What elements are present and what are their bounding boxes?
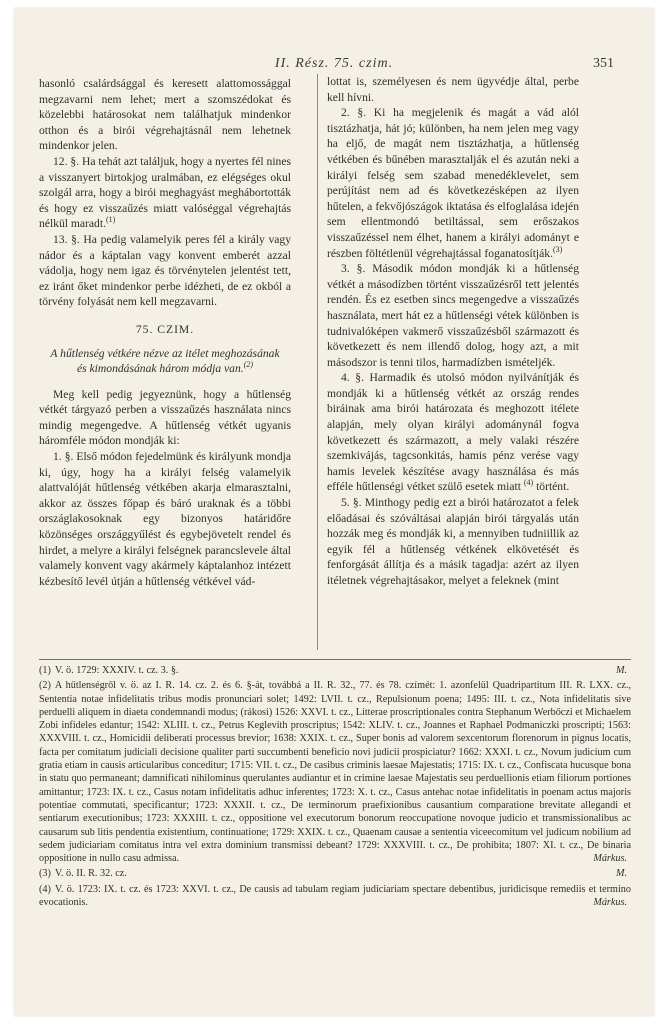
paragraph: 13. §. Ha pedig valamelyik peres fél a király vagy nádor és a káptalan vagy konvent emberét azzal vádolja, hogy nem igaz és törvénytelen jelentést tett, ez iránt őket mindenkor perbe idézheti, de ez okból a törvény folyását nem kell megzavarni. — [39, 232, 291, 309]
footnote: (3) V. ö. II. R. 32. cz. M. — [39, 868, 627, 880]
running-header — [54, 56, 614, 74]
running-title: II. Rész. 75. czim. — [274, 56, 394, 71]
page-number: 351 — [593, 56, 614, 71]
left-column — [39, 76, 291, 589]
paragraph: 3. §. Második módon mondják ki a hűtlenség vétkét a másodízben történt visszaűzésről tett jelentés rendén. És ez esetben sincs megengedve a visszaűzés használata, mert hát ez a hűtlenségi vétek különben is tudnivalóképen vakmerő visszaűzésből származott és következett és nem illendő dolog, hogy azt, a mit másodszor is tenni tilos, harmadízben ismételjék. — [327, 262, 579, 369]
paragraph: hasonló csalárdsággal és keresett alattomossággal megzavarni nem lehet; mert a szomszédokat és közelebbi határosokat nem találhatjuk mindenkor otthon és a birói végrehajtásnál nem lehetnek mindenkor jelen. — [39, 77, 291, 153]
footnote-ref: (1) — [105, 215, 116, 225]
paragraph: 1. §. Első módon fejedelmünk és királyunk mondja ki, úgy, hogy ha a királyi felség valamelyik alattvalóját hűtlenség vétkében akarja elmarasztalni, akkor az összes főpap és báró uraknak és a többi országlakosoknak egy bizonyos határidőre közönséges országgyűlést és egybejövetelt rendel és hirdet, a melyre a királyi felségnek parancslevele által valamely konvent vagy akármely káptalanhoz intézett kézbesítő levél útján a hűtlenség vétkével vád- — [39, 450, 291, 588]
paragraph: 5. §. Minthogy pedig ezt a birói határozatot a felek előadásai és szóváltásai alapján birói tárgyalás után hozzák meg és mondják ki, a mennyiben tudniillik az egyik fél a hűtlenség vétkének elkövetését és fenforgását állítja és a másik tagadja: azért az ilyen itéletnek végrehajtásakor, melyet a feleknek (mint — [327, 496, 579, 587]
paragraph: lottat is, személyesen és nem ügyvédje által, perbe kell hívni. — [327, 75, 579, 104]
footnote: (4) V. ö. 1723: IX. t. cz. és 1723: XXVI. t. cz., De causis ad tabulam regiam judiciariam spectare debentibus, juridicisque remediis et termino evocationis. Márkus. — [39, 883, 631, 909]
footnote-divider — [39, 659, 631, 660]
book-page — [14, 8, 654, 1016]
footnote-ref: (2) — [243, 360, 254, 370]
paragraph: Meg kell pedig jegyeznünk, hogy a hűtlenség vétkét tárgyazó perben a visszaűzés használata nincs mindig megengedve. A hűtlenség vétkét ugyanis háromféle módon mondják ki: — [39, 387, 291, 448]
footnote-ref: (3) — [553, 244, 563, 254]
right-column — [317, 74, 579, 650]
chapter-subtitle: A hűtlenség vétkére nézve az itélet meghozásának és kimondásának három módja van.$^{(2)}$ — [50, 346, 280, 376]
footnotes — [39, 664, 631, 911]
paragraph: 2. §. Ki ha megjelenik és magát a vád alól tisztázhatja, hát jó; különben, ha nem jelen meg vagy ha eljő, de magát nem tisztázhatja, a hűtlenség vétkében és bűnében marasztalják el és azután neki a királyi felség sem szabad menedéklevelet, sem perújítást nem ad és következésképen az ilyen hűtelen, a fekvőjószágok iktatása és elfoglalása idején sem ellentmondó betiltással, sem erőszakos visszaűzéssel nem élhet, hanem a királyi adományt e részben föltétlenül végrehajtással foganatosítják.$^{(3)}$ — [327, 106, 579, 260]
footnote: (2) A hűtlenségről v. ö. az I. R. 14. cz. 2. és 6. §-át, továbbá a II. R. 32., 77. és 78. czímét: 1. azonfelül Quadripartitum III. R. LXX. cz., Sententia notae infidelitatis tribus modis pronunciari solet; 1492: LVII. t. cz., Repulsionum poena; 1495: III. t. cz., Nota infidelitatis sive perduelli aliquem in diaeta condemnandi modus; (rákosi) 1526: XXVI. t. cz., Litterae proscriptionales contra Stephanum Werbőczi et Michaelem Zobi infideles edantur; 1542: XLIII. t. cz., Petrus Keglevith proscriptus; 1542: XLIV. t. cz., Joannes et Raphael Podmaniczki proscripti; 1563: XXXVIII. t. cz., Homicidii deliberati processus brevior; 1638: XXIX. t. cz., Super bonis ad valorem sexcentorum florenorum in pignus locatis, facta per comitatum judiciali decisione qualiter parti succumbenti beneficio novi judicii prospiciatur? 1662: XXXI. t. cz., Novum judicium cum gratia etiam in causis articularibus conceditur; 1715: VII. t. cz., De casibus criminis laesae Majestatis; 1715: IX. t. cz., Confiscata hucusque bona in statu quo permaneant; damnificati nihilominus querulantes audiantur et in crimine laesae Majestatis seu perduellionis etiam filiorum portiones amittantur; 1723: IX. t. cz., Casus notam infidelitatis adhuc inferentes; 1723: X. t. cz., Casus antehac notae infidelitatis in poenam actus majoris potentiae commutati, specificantur; 1723: XXXII. t. cz., De terminorum praefixionibus causantium comparatione brevitate allegandi et sentiarum executionibus; 1723: XXXIII. t. cz., oppositione vel executorum bonorum reoccupatione novoque judicio et transmissionalibus ac causarum sub litis pendentia existentium, continuatione; 1729: XXIX. t. cz., Quaenam causae a sententia viceecomitum vel judicum nobilium ad sedem judiciariam comitatus intra vel extra dominium transmissi debeant? 1729: XXXVIII. t. cz., De prohibita; 1807: XI. t. cz., De binaria oppositione in nullo casu admissa. Márkus. — [39, 680, 631, 865]
footnote: (1) V. ö. 1729: XXXIV. t. cz. 3. §. M. — [39, 665, 627, 676]
chapter-title: 75. CZIM. — [135, 322, 195, 336]
footnote-ref: (4) — [523, 478, 534, 488]
paragraph: 4. §. Harmadik és utolsó módon nyilvánítják és mondják ki a hűtlenség vétkét az ország rendes biráinak ama birói határozata és meghozott itélete alapján, mely olyan királyi adománynál fogva következett és származott, a mely valaki részére szemkivájás, tagcsonkitás, hamis pénz verése vagy hamis levelek készítése avagy használása és más efféle hűtlenségi vétket szülő esetek miatt $^{(4)}$ történt. — [327, 371, 579, 494]
paragraph: 12. §. Ha tehát azt találjuk, hogy a nyertes fél nines a visszanyert birtokjog uralmában, ez elégséges okul szolgál arra, hogy a birói meghagyást meghábortották és hogy ez visszaűzés miatt valóséggal végrehajtás nélkül maradt.$^{(1)}$ — [39, 154, 291, 231]
